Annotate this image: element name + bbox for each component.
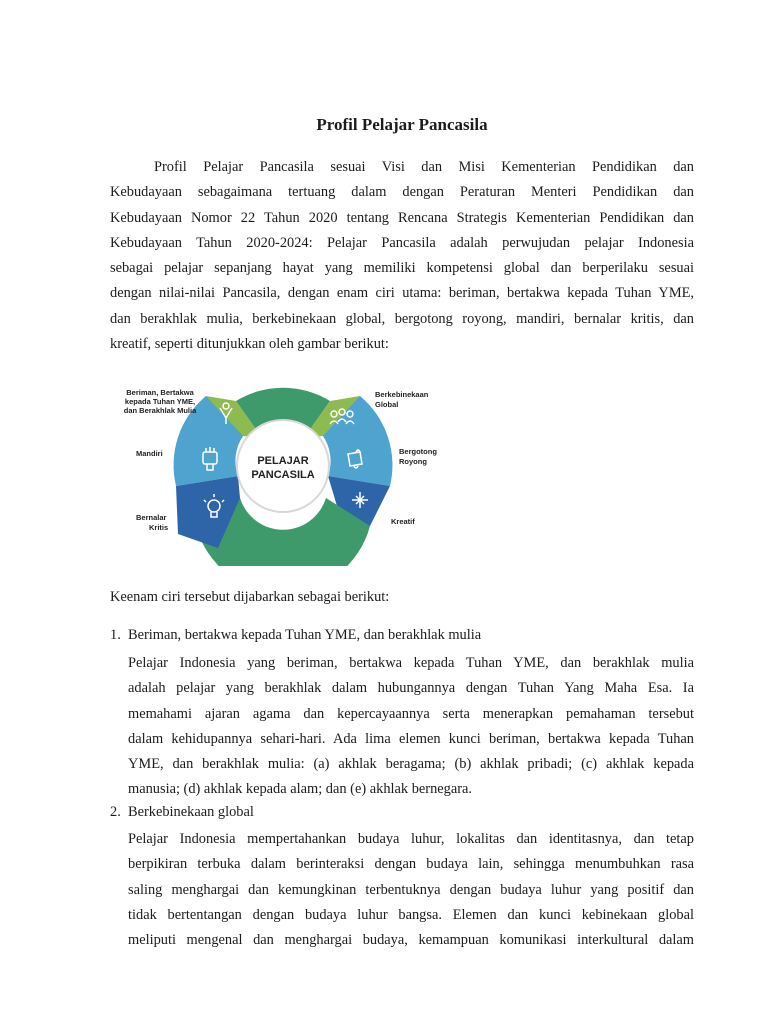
intro-paragraph	[110, 155, 694, 357]
body-line: dalam kehidupannya sehari-hari. Ada lima elemen kunci beriman, bertakwa kepada Tuhan	[128, 730, 694, 747]
label-kebinekaan-1: Berkebinekaan	[375, 390, 429, 399]
paragraph-line: Kebudayaan Tahun 2020-2024: Pelajar Pancasila adalah perwujudan pelajar Indonesia	[110, 234, 694, 251]
paragraph-line: dan berakhlak mulia, berkebinekaan global, bergotong royong, mandiri, bernalar kritis, dan	[110, 310, 694, 327]
pelajar-pancasila-figure	[108, 366, 448, 566]
body-line: manusia; (d) akhlak kepada alam; dan (e) akhlak bernegara.	[128, 781, 473, 798]
center-label-2: PANCASILA	[251, 469, 315, 481]
list-item-number: 1.	[110, 627, 121, 643]
paragraph-line: dengan nilai-nilai Pancasila, dengan enam ciri utama: beriman, bertakwa kepada Tuhan YME,	[110, 285, 694, 302]
list-item-body	[128, 827, 694, 953]
label-gotong-1: Bergotong	[399, 447, 437, 456]
body-line: saling menghargai dan kemungkinan terbentuknya dengan budaya luhur yang positif dan	[128, 881, 694, 898]
body-line: adalah pelajar yang berakhlak dalam hubungannya dengan Tuhan Yang Maha Esa. Ia	[128, 680, 694, 697]
label-beriman-1: Beriman, Bertakwa	[126, 388, 194, 397]
list-item-heading	[110, 627, 481, 644]
body-line: memahami ajaran agama dan kepercayaannya serta menerapkan pemahaman tersebut	[128, 705, 694, 722]
label-bernalar-2: Kritis	[149, 523, 169, 532]
list-item-number: 2.	[110, 804, 121, 820]
label-beriman-2: kepada Tuhan YME,	[124, 397, 196, 406]
list-item-title: Berkebinekaan global	[128, 804, 254, 820]
center-label-1: PELAJAR	[257, 455, 309, 467]
pancasila-ring-diagram	[108, 366, 448, 566]
body-line: Pelajar Indonesia mempertahankan budaya luhur, lokalitas dan identitasnya, dan tetap	[128, 831, 694, 847]
paragraph-line: Profil Pelajar Pancasila sesuai Visi dan Misi Kementerian Pendidikan dan	[154, 159, 694, 175]
list-intro: Keenam ciri tersebut dijabarkan sebagai berikut:	[110, 589, 390, 605]
list-item-body	[128, 651, 694, 803]
label-beriman-3: dan Berakhlak Mulia	[123, 406, 197, 415]
label-mandiri: Mandiri	[136, 449, 163, 458]
label-gotong-2: Royong	[399, 457, 427, 466]
body-line: meliputi mengenal dan menghargai budaya, kemampuan komunikasi interkultural dalam	[128, 932, 694, 949]
list-item-heading	[110, 804, 254, 821]
paragraph-line: Kebudayaan Nomor 22 Tahun 2020 tentang Rencana Strategis Kementerian Pendidikan dan	[110, 209, 694, 226]
paragraph-line: sebagai pelajar sepanjang hayat yang memiliki kompetensi global dan berperilaku sesuai	[110, 260, 694, 277]
paragraph-line: kreatif, seperti ditunjukkan oleh gambar berikut:	[110, 336, 389, 353]
body-line: berpikiran terbuka dalam berinteraksi dengan budaya lain, sehingga menumbuhkan rasa	[128, 856, 694, 873]
body-line: Pelajar Indonesia yang beriman, bertakwa kepada Tuhan YME, dan berakhlak mulia	[128, 655, 694, 671]
label-kebinekaan-2: Global	[375, 400, 399, 409]
list-item-title: Beriman, bertakwa kepada Tuhan YME, dan berakhlak mulia	[128, 627, 482, 643]
page-title: Profil Pelajar Pancasila	[316, 115, 488, 134]
paragraph-line: Kebudayaan sebagaimana tertuang dalam dengan Peraturan Menteri Pendidikan dan	[110, 184, 694, 201]
body-line: YME, dan berakhlak mulia: (a) akhlak beragama; (b) akhlak pribadi; (c) akhlak kepada	[128, 756, 694, 773]
label-bernalar-1: Bernalar	[136, 513, 167, 522]
body-line: tidak bertentangan dengan budaya luhur bangsa. Elemen dan kunci kebinekaan global	[128, 906, 694, 923]
label-kreatif: Kreatif	[391, 517, 415, 526]
